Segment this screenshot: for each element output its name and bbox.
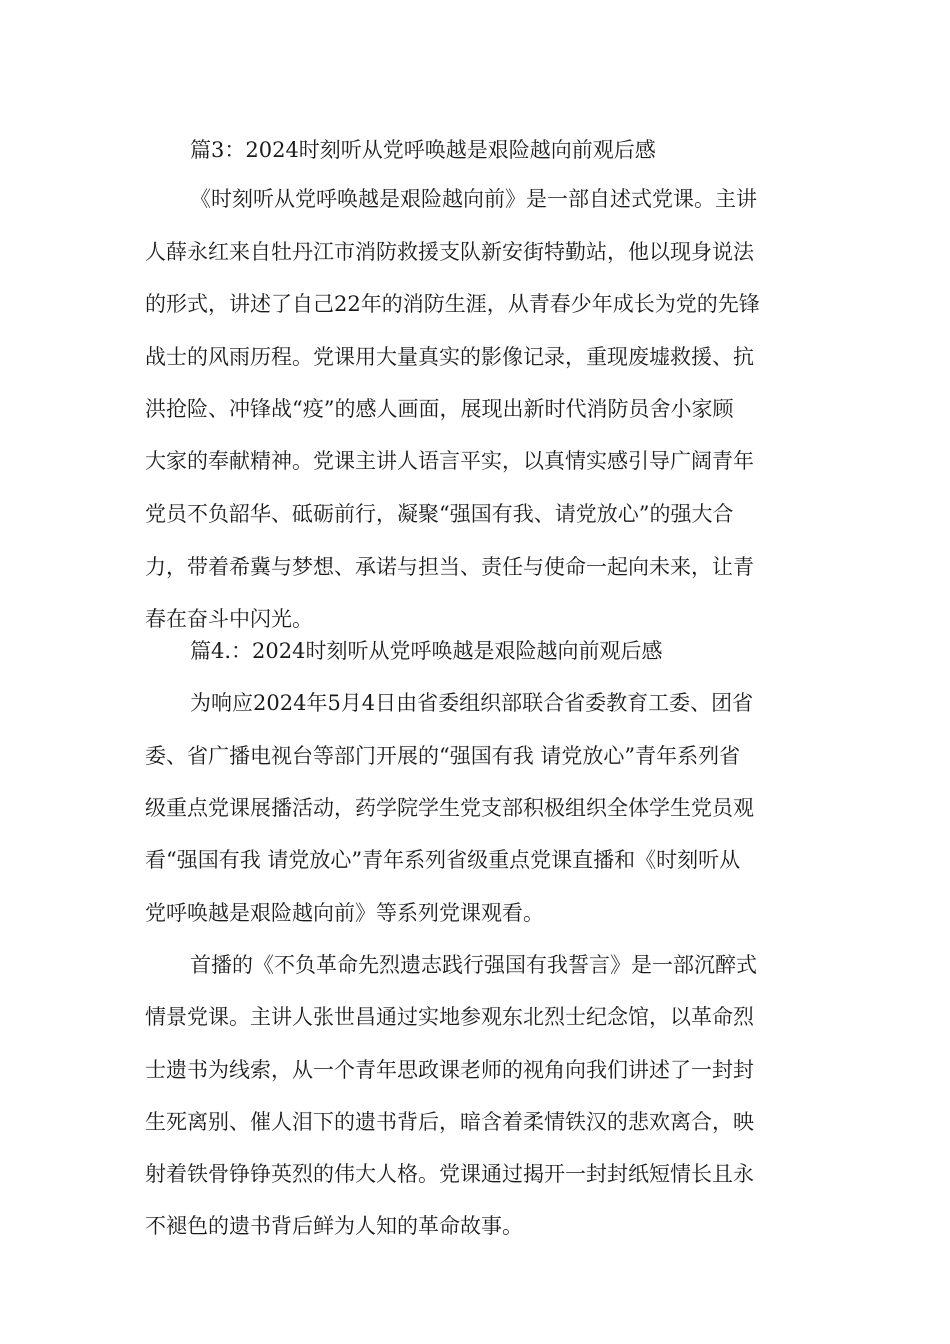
heading-part-3: 篇3：2024时刻听从党呼唤越是艰险越向前观后感 xyxy=(190,138,656,162)
paragraph-line: 力，带着希冀与梦想、承诺与担当、责任与使命一起向未来，让青 xyxy=(145,555,754,579)
paragraph-line: 士遗书为线索，从一个青年思政课老师的视角向我们讲述了一封封 xyxy=(145,1058,754,1082)
paragraph-line: 射着铁骨铮铮英烈的伟大人格。党课通过揭开一封封纸短情长且永 xyxy=(145,1162,754,1186)
paragraph-line: 党呼唤越是艰险越向前》等系列党课观看。 xyxy=(145,901,544,925)
paragraph-line: 洪抢险、冲锋战“疫”的感人画面，展现出新时代消防员舍小家顾 xyxy=(145,397,734,421)
paragraph-line: 战士的风雨历程。党课用大量真实的影像记录，重现废墟救援、抗 xyxy=(145,345,754,369)
paragraph-line: 人薛永红来自牡丹江市消防救援支队新安街特勤站，他以现身说法 xyxy=(145,240,754,264)
paragraph-line: 级重点党课展播活动，药学院学生党支部积极组织全体学生党员观 xyxy=(145,796,754,820)
paragraph-line: 情景党课。主讲人张世昌通过实地参观东北烈士纪念馆，以革命烈 xyxy=(145,1005,754,1029)
paragraph-line: 的形式，讲述了自己22年的消防生涯，从青春少年成长为党的先锋 xyxy=(145,292,760,316)
heading-part-4: 篇4.：2024时刻听从党呼唤越是艰险越向前观后感 xyxy=(190,639,663,663)
paragraph-line: 《时刻听从党呼唤越是艰险越向前》是一部自述式党课。主讲 xyxy=(190,187,757,211)
paragraph-line: 委、省广播电视台等部门开展的“强国有我 请党放心”青年系列省 xyxy=(145,744,741,768)
paragraph-line: 不褪色的遗书背后鲜为人知的革命故事。 xyxy=(145,1214,523,1238)
paragraph-line: 生死离别、催人泪下的遗书背后，暗含着柔情铁汉的悲欢离合，映 xyxy=(145,1110,754,1134)
paragraph-line: 为响应2024年5月4日由省委组织部联合省委教育工委、团省 xyxy=(190,691,754,715)
paragraph-line: 看“强国有我 请党放心”青年系列省级重点党课直播和《时刻听从 xyxy=(145,848,741,872)
paragraph-line: 大家的奉献精神。党课主讲人语言平实，以真情实感引导广阔青年 xyxy=(145,449,754,473)
paragraph-line: 党员不负韶华、砥砺前行，凝聚“强国有我、请党放心”的强大合 xyxy=(145,502,734,526)
paragraph-line: 首播的《不负革命先烈遗志践行强国有我誓言》是一部沉醉式 xyxy=(190,953,757,977)
paragraph-line: 春在奋斗中闪光。 xyxy=(145,607,313,631)
